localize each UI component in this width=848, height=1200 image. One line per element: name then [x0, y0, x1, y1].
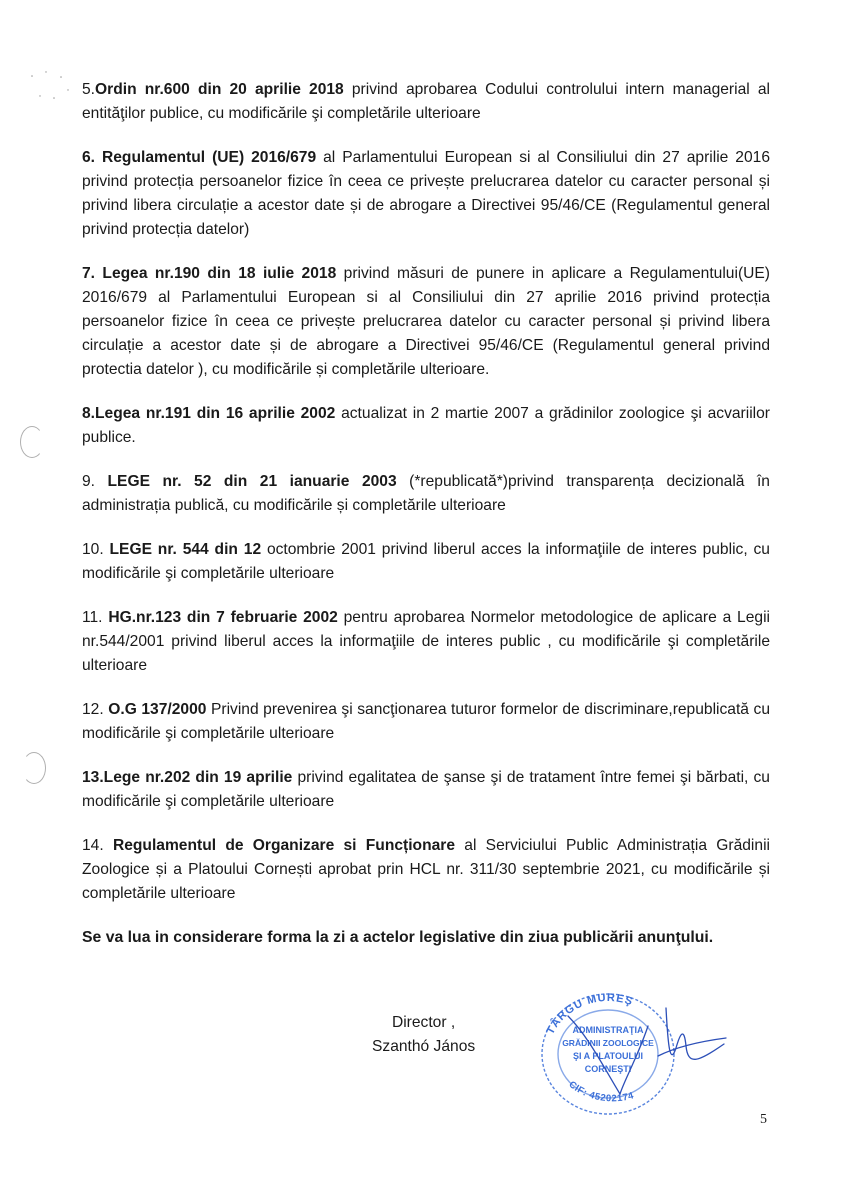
item-act-title: LEGE nr. 544 din 12	[109, 541, 262, 558]
list-item	[82, 606, 770, 678]
item-act-title: 13.Lege nr.202 din 19 aprilie	[82, 769, 293, 786]
scan-speckles	[28, 68, 78, 108]
item-description: al Serviciului Public Administrația Grădinii Zoologice și a Platoului Cornești aprobat prin HCL nr. 311/30 septembrie 2021, cu modificările și completările ulterioare	[82, 837, 770, 902]
item-act-title: LEGE nr. 52 din 21 ianuarie 2003	[107, 473, 397, 490]
item-description: pentru aprobarea Normelor metodologice de aplicare a Legii nr.544/2001 privind liberul acces la informaţiile de interes public , cu modificările şi completările ulterioare	[82, 609, 770, 674]
list-item	[82, 402, 770, 450]
legislation-list	[82, 78, 770, 966]
item-act-title: O.G 137/2000	[108, 701, 207, 718]
item-number: 7.	[82, 265, 103, 282]
item-act-title: Regulamentul (UE) 2016/679	[102, 149, 317, 166]
item-number: 11.	[82, 609, 109, 626]
item-number: 6.	[82, 149, 102, 166]
item-description: al Parlamentului European si al Consiliului din 27 aprilie 2016 privind protecția persoanelor fizice în ceea ce privește prelucrarea datelor cu caracter personal și privind libera circulație a acestor date și de abrogare a Directivei 95/46/CE (Regulamentul general privind protecția datelor)	[82, 149, 770, 238]
list-item	[82, 698, 770, 746]
stamp-top-arc-text: TÂRGU MUREŞ	[544, 991, 635, 1037]
item-number: 14.	[82, 837, 113, 854]
item-number: 10.	[82, 541, 110, 558]
final-note: Se va lua in considerare forma la zi a actelor legislative din ziua publicării anunţului.	[82, 929, 714, 946]
stamp-bottom-arc-text: CIF: 45202174	[566, 1079, 636, 1105]
item-description: octombrie 2001 privind liberul acces la informaţiile de interes public, cu modificările şi completările ulterioare	[82, 541, 770, 582]
stamp-line: GRĂDINII ZOOLOGICE	[562, 1038, 654, 1048]
punch-hole-mark	[20, 426, 44, 458]
item-number: 5.	[82, 81, 96, 98]
list-item	[82, 262, 770, 382]
list-item	[82, 146, 770, 242]
page-number: 5	[760, 1112, 767, 1127]
item-number: 12.	[82, 701, 109, 718]
item-description: Privind prevenirea şi sancţionarea tuturor formelor de discriminare,republicată cu modificările şi completările ulterioare	[82, 701, 770, 742]
item-act-title: Legea nr.190 din 18 iulie 2018	[102, 265, 337, 282]
list-item	[82, 78, 770, 126]
item-act-title: Regulamentul de Organizare si Funcționare	[112, 837, 456, 854]
official-stamp	[528, 986, 728, 1116]
signatory-name: Szanthó János	[372, 1038, 476, 1055]
item-description: privind egalitatea de şanse şi de tratament între femei şi bărbati, cu modificările şi completările ulterioare	[82, 769, 770, 810]
item-act-title: HG.nr.123 din 7 februarie 2002	[108, 609, 338, 626]
stamp-line: CORNEŞTI	[584, 1064, 632, 1074]
item-number: 8.	[82, 405, 96, 422]
item-description: actualizat in 2 martie 2007 a grădinilor zoologice şi acvariilor publice.	[82, 405, 770, 446]
stamp-line: ŞI A PLATOULUI	[572, 1051, 644, 1061]
list-item	[82, 834, 770, 906]
item-description: privind măsuri de punere in aplicare a Regulamentului(UE) 2016/679 al Parlamentului European si al Consiliului din 27 aprilie 2016 privind protecția persoanelor fizice în ceea ce privește prelucrarea datelor cu caracter personal și privind libera circulație a acestor date și de abrogare a Directivei 95/46/CE (Regulamentul general privind protectia datelor ), cu modificările și completările ulterioare.	[82, 265, 770, 378]
stamp-line: ADMINISTRAŢIA	[572, 1025, 644, 1035]
item-act-title: Legea nr.191 din 16 aprilie 2002	[95, 405, 336, 422]
signatory-title: Director ,	[391, 1014, 456, 1031]
punch-hole-mark	[22, 752, 46, 784]
item-description: privind aprobarea Codului controlului intern managerial al entităţilor publice, cu modificările şi completările ulterioare	[82, 81, 770, 122]
list-item	[82, 538, 770, 586]
list-item	[82, 766, 770, 814]
item-act-title: Ordin nr.600 din 20 aprilie 2018	[95, 81, 344, 98]
signature-block	[372, 1011, 475, 1059]
item-number: 9.	[82, 473, 108, 490]
item-description: (*republicată*)privind transparența decizională în administrația publică, cu modificările și completările ulterioare	[82, 473, 770, 514]
list-item	[82, 470, 770, 518]
